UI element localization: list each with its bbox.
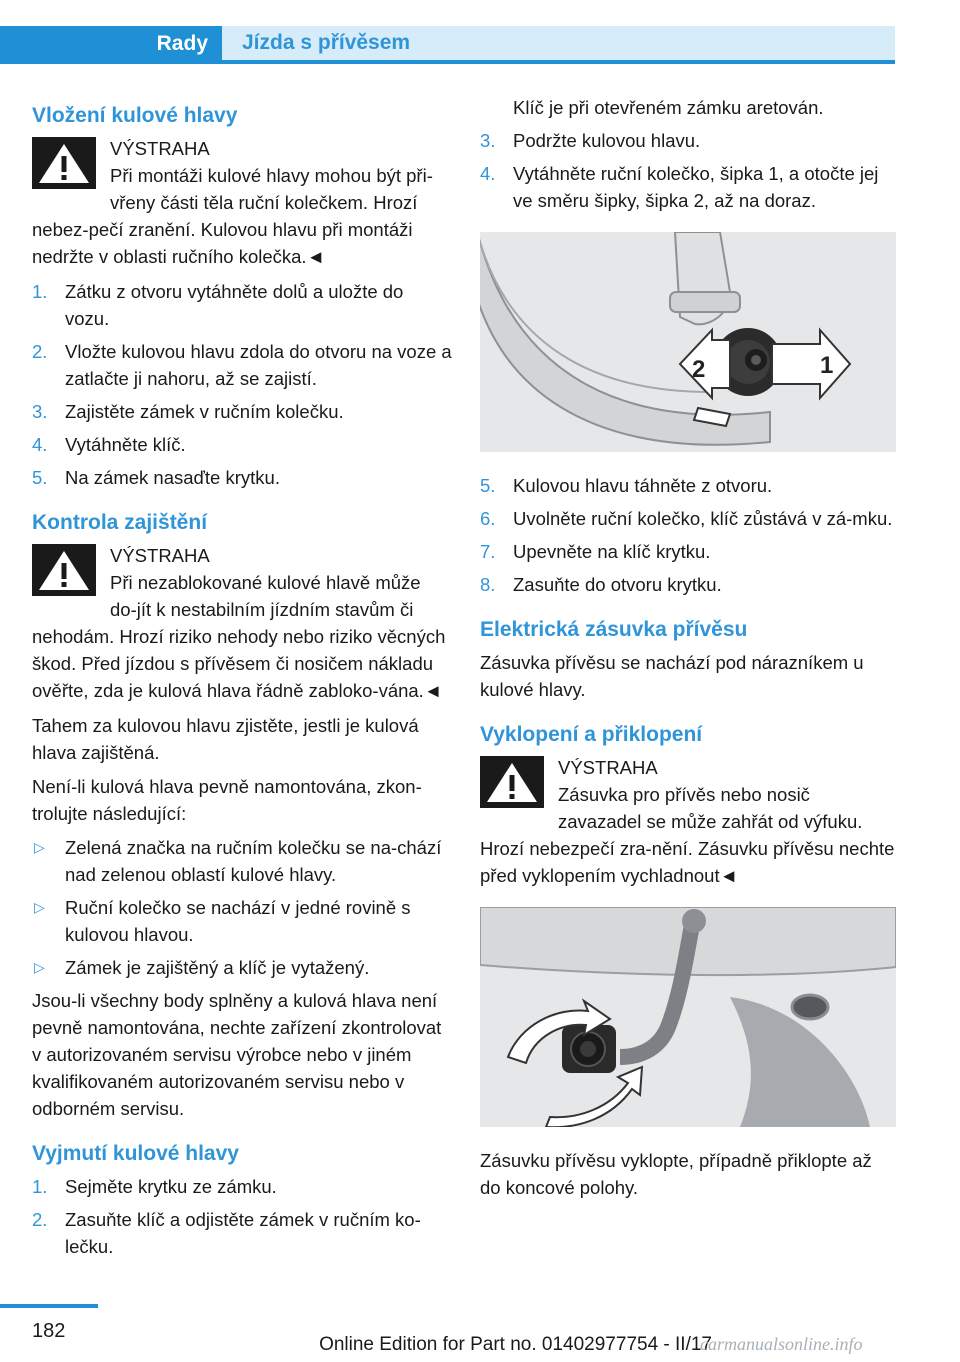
- steps-insert: [32, 278, 452, 491]
- step-text: Zajistěte zámek v ručním kolečku.: [65, 401, 344, 422]
- step-number: 5.: [32, 467, 48, 488]
- figure-label-1: 1: [820, 352, 834, 379]
- list-item: [32, 278, 452, 332]
- list-item: [480, 538, 896, 565]
- step-number: 7.: [480, 541, 496, 562]
- steps-remove-cont: [480, 127, 896, 214]
- bullet-text: Zelená značka na ručním kolečku se na-chází nad zelenou oblastí kulové hlavy.: [65, 837, 442, 885]
- paragraph: Tahem za kulovou hlavu zjistěte, jestli je kulová hlava zajištěná.: [32, 715, 419, 763]
- section-title-socket: Elektrická zásuvka přívěsu: [480, 618, 748, 641]
- step-number: 1.: [32, 281, 48, 302]
- right-column: [480, 94, 896, 1208]
- left-column: [32, 94, 452, 1266]
- list-item: [32, 1206, 452, 1260]
- warning-label: VÝSTRAHA: [110, 545, 210, 566]
- section-title-remove-ball: Vyjmutí kulové hlavy: [32, 1142, 239, 1165]
- section-title-fold: Vyklopení a přiklopení: [480, 723, 703, 746]
- socket-illustration: [480, 907, 896, 1127]
- list-item: [32, 894, 452, 948]
- warning-block-socket: [480, 754, 896, 889]
- list-item: [480, 160, 896, 214]
- step-text: Zasuňte do otvoru krytku.: [513, 574, 722, 595]
- list-item: [32, 834, 452, 888]
- step-number: 6.: [480, 508, 496, 529]
- list-item: [32, 954, 452, 981]
- steps-remove-final: [480, 472, 896, 598]
- header-subsection-tab: [222, 26, 895, 60]
- step-number: 3.: [32, 401, 48, 422]
- header-section-tab: [0, 26, 222, 64]
- section-title-check-lock: Kontrola zajištění: [32, 511, 208, 534]
- warning-label: VÝSTRAHA: [110, 138, 210, 159]
- warning-block-check: [32, 542, 452, 704]
- warning-text: Při nezablokované kulové hlavě může do-jít k nestabilním jízdním stavům či nehodám. Hrozí riziko nehody nebo riziko věcných škod. Před jízdou s přívěsem či nosičem nákladu ověřte, zda je kulová hlava řádně zabloko-vána.◄: [32, 572, 446, 701]
- watermark-text: carmanualsonline.info: [700, 1334, 863, 1354]
- header-subsection-label: Jízda s přívěsem: [242, 31, 411, 54]
- paragraph: Zásuvku přívěsu vyklopte, případně přiklopte až do koncové polohy.: [480, 1150, 872, 1198]
- list-item: [32, 398, 452, 425]
- section-title-insert-ball: Vložení kulové hlavy: [32, 104, 238, 127]
- steps-remove: [32, 1173, 452, 1260]
- list-item: [32, 1173, 452, 1200]
- list-item: [480, 127, 896, 154]
- warning-triangle-icon: [32, 137, 96, 189]
- figure-label-2: 2: [692, 356, 706, 383]
- bullet-text: Ruční kolečko se nachází v jedné rovině s kulovou hlavou.: [65, 897, 411, 945]
- step-number: 4.: [32, 434, 48, 455]
- step-number: 4.: [480, 163, 496, 184]
- step-text: Zasuňte klíč a odjistěte zámek v ručním ko-lečku.: [65, 1209, 421, 1257]
- footer-rule: [0, 1304, 98, 1308]
- step-number: 2.: [32, 341, 48, 362]
- hand-wheel-illustration: [480, 232, 896, 452]
- step-text: Vytáhněte klíč.: [65, 434, 186, 455]
- step-text: Zátku z otvoru vytáhněte dolů a uložte do vozu.: [65, 281, 404, 329]
- list-item: [480, 571, 896, 598]
- step-text: Upevněte na klíč krytku.: [513, 541, 711, 562]
- warning-triangle-icon: [32, 544, 96, 596]
- bullet-triangle-icon: ▷: [34, 899, 45, 915]
- step-text: Vložte kulovou hlavu zdola do otvoru na voze a zatlačte ji nahoru, až se zajistí.: [65, 341, 452, 389]
- checklist: [32, 834, 452, 981]
- step-text: Vytáhněte ruční kolečko, šipka 1, a otočte jej ve směru šipky, šipka 2, až na doraz.: [513, 163, 879, 211]
- figure-hand-wheel: [480, 232, 896, 452]
- list-item: [480, 505, 896, 532]
- warning-label: VÝSTRAHA: [558, 757, 658, 778]
- list-item: [480, 472, 896, 499]
- step-number: 8.: [480, 574, 496, 595]
- figure-socket: [480, 907, 896, 1127]
- step-text: Kulovou hlavu táhněte z otvoru.: [513, 475, 773, 496]
- step-text: Uvolněte ruční kolečko, klíč zůstává v zá-mku.: [513, 508, 893, 529]
- warning-triangle-icon: [480, 756, 544, 808]
- warning-text: Zásuvka pro přívěs nebo nosič zavazadel se může zahřát od výfuku. Hrozí nebezpečí zra-nění. Zásuvku přívěsu nechte před vyklopením vychladnout◄: [480, 784, 895, 886]
- bullet-triangle-icon: ▷: [34, 839, 45, 855]
- step-text: Na zámek nasaďte krytku.: [65, 467, 280, 488]
- paragraph: Jsou-li všechny body splněny a kulová hlava není pevně namontována, nechte zařízení zkontrolovat v autorizovaném servisu výrobce nebo v jiném kvalifikovaném autorizovaném servisu nebo v odborném servisu.: [32, 990, 442, 1119]
- step-number: 5.: [480, 475, 496, 496]
- header-rule: [222, 60, 895, 64]
- bullet-triangle-icon: ▷: [34, 959, 45, 975]
- step-number: 1.: [32, 1176, 48, 1197]
- step-continuation: Klíč je při otevřeném zámku aretován.: [513, 97, 824, 118]
- header-section-label: Rady: [156, 32, 208, 55]
- step-text: Podržte kulovou hlavu.: [513, 130, 701, 151]
- step-number: 3.: [480, 130, 496, 151]
- step-number: 2.: [32, 1209, 48, 1230]
- warning-text: Při montáži kulové hlavy mohou být při-vřeny části těla ruční kolečkem. Hrozí nebez-pečí zranění. Kulovou hlavu při montáži nedržte v oblasti ručního kolečka.◄: [32, 165, 433, 267]
- paragraph: Zásuvka přívěsu se nachází pod nárazníkem u kulové hlavy.: [480, 652, 864, 700]
- list-item: [32, 338, 452, 392]
- warning-block-insert: [32, 135, 452, 270]
- list-item: [32, 431, 452, 458]
- step-text: Sejměte krytku ze zámku.: [65, 1176, 277, 1197]
- bullet-text: Zámek je zajištěný a klíč je vytažený.: [65, 957, 370, 978]
- paragraph: Není-li kulová hlava pevně namontována, zkon-trolujte následující:: [32, 776, 422, 824]
- page-number: 182: [32, 1320, 66, 1342]
- edition-text: Online Edition for Part no. 01402977754 - II/17: [319, 1334, 712, 1355]
- list-item: [32, 464, 452, 491]
